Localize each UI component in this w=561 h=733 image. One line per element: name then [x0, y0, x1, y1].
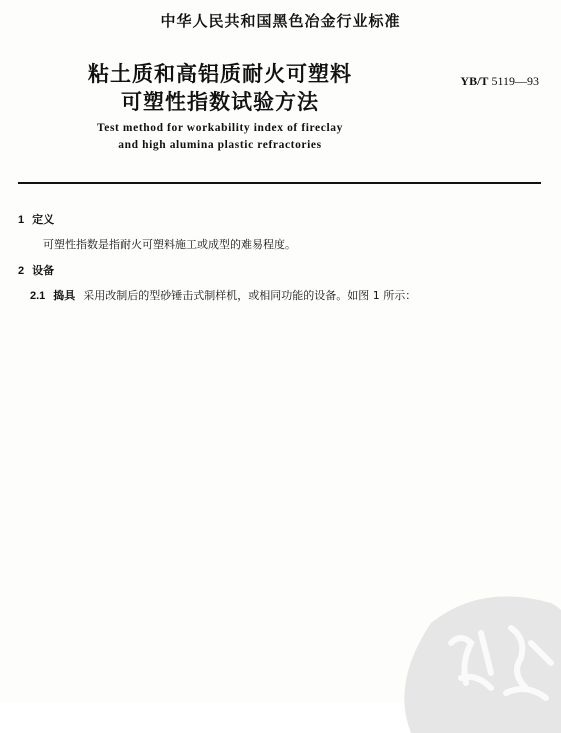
section-1-heading: [18, 211, 54, 227]
subsection-2-1-text: 采用改制后的型砂锤击式制样机，或相同功能的设备。如图 1 所示：: [83, 289, 417, 302]
title-en-line1: Test method for workability index of fireclay: [97, 122, 343, 134]
section-1-text: 可塑性指数是指耐火可塑料施工或成型的难易程度。: [43, 238, 296, 251]
subsection-2-1-number: 2.1: [30, 290, 46, 302]
section-2-title: 设备: [32, 264, 55, 277]
issuer-header: 中华人民共和国黑色冶金行业标准: [160, 12, 401, 30]
header-divider: [18, 182, 541, 184]
section-2-heading: [18, 262, 54, 278]
standard-code: [460, 74, 539, 89]
section-1-number: 1: [18, 214, 25, 226]
subsection-2-1-term: 捣具: [53, 289, 76, 302]
title-cn-line1: 粘土质和高铝质耐火可塑料: [88, 62, 352, 86]
standard-prefix: YB/T: [460, 74, 489, 88]
title-en-line2: and high alumina plastic refractories: [118, 139, 322, 151]
subsection-2-1: [30, 287, 416, 303]
watermark-seal-icon: [391, 583, 561, 733]
section-1-title: 定义: [32, 213, 55, 226]
section-2-number: 2: [18, 265, 25, 277]
title-cn-line2: 可塑性指数试验方法: [121, 90, 319, 114]
standard-number: 5119—93: [491, 74, 539, 88]
